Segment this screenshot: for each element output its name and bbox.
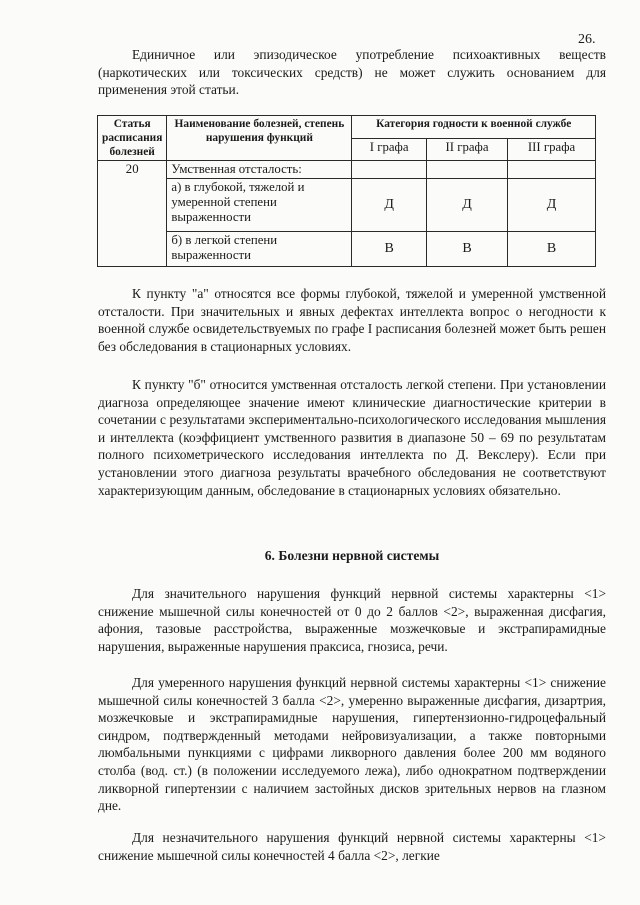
category-cell: Д	[508, 179, 596, 232]
row-description: б) в легкой степени выраженности	[167, 232, 352, 267]
row-description: а) в глубокой, тяжелой и умеренной степени выраженности	[167, 179, 352, 232]
header-graph-2: II графа	[426, 138, 507, 161]
article-number: 20	[98, 161, 167, 267]
disease-name: Умственная отсталость:	[167, 161, 352, 179]
header-graph-1: I графа	[352, 138, 427, 161]
table-row	[98, 179, 596, 232]
intro-paragraph: Единичное или эпизодическое употребление психоактивных веществ (наркотических или токсических средств) не может служить основанием для применения этой статьи.	[98, 47, 606, 98]
table-header-row	[98, 116, 596, 139]
empty-cell	[352, 161, 427, 179]
header-article: Статья расписания болезней	[98, 116, 167, 161]
section-paragraph-3: Для незначительного нарушения функций нервной системы характерны <1> снижение мышечной силы конечностей 4 балла <2>, легкие	[98, 830, 606, 863]
section-paragraph-2: Для умеренного нарушения функций нервной системы характерны <1> снижение мышечной силы конечностей 3 балла <2>, умеренно выраженные дисфагия, дизартрия, мозжечковые и экстрапирамидные нарушения, гипертензионно-гидроцефальный синдром, подтвержденный методами нейровизуализации, а также повторными люмбальными пункциями с цифрами ликворного давления более 200 мм водяного столба (вод. ст.) (в положении исследуемого лежа), либо однократном подтверждении ликворной гипертензии с наличием застойных дисков зрительных нервов на глазном дне.	[98, 675, 606, 814]
empty-cell	[508, 161, 596, 179]
header-graph-3: III графа	[508, 138, 596, 161]
paragraph-point-b: К пункту "б" относится умственная отсталость легкой степени. При установлении диагноза определяющее значение имеют клинические диагностические критерии в сочетании с результатами экспериментально-психологического исследования мышления и интеллекта (коэффициент умственного развития в диапазоне 50 – 69 по результатам полного психометрического исследования интеллекта по Д. Векслеру). Если при установлении этого диагноза результаты врачебного обследования не соответствуют характеризующим данным, обследование в стационарных условиях обязательно.	[98, 377, 606, 498]
page-number: 26.	[578, 32, 596, 47]
fitness-schedule-table	[97, 115, 596, 267]
category-cell: В	[508, 232, 596, 267]
category-cell: Д	[352, 179, 427, 232]
table-row	[98, 232, 596, 267]
category-cell: В	[426, 232, 507, 267]
empty-cell	[426, 161, 507, 179]
category-cell: В	[352, 232, 427, 267]
category-cell: Д	[426, 179, 507, 232]
header-disease: Наименование болезней, степень нарушения функций	[167, 116, 352, 161]
table-row	[98, 161, 596, 179]
header-category: Категория годности к военной службе	[352, 116, 596, 139]
section-paragraph-1: Для значительного нарушения функций нервной системы характерны <1> снижение мышечной силы конечностей от 0 до 2 баллов <2>, выраженная дисфагия, афония, тазовые расстройства, выраженные мозжечковые и экстрапирамидные нарушения, выраженные нарушения праксиса, гнозиса, речи.	[98, 586, 606, 654]
section-title: 6. Болезни нервной системы	[264, 548, 440, 563]
paragraph-point-a: К пункту "а" относятся все формы глубокой, тяжелой и умеренной умственной отсталости. При значительных и явных дефектах интеллекта вопрос о негодности к военной службе освидетельствуемых по графе I расписания болезней может быть решен без обследования в стационарных условиях.	[98, 286, 606, 354]
